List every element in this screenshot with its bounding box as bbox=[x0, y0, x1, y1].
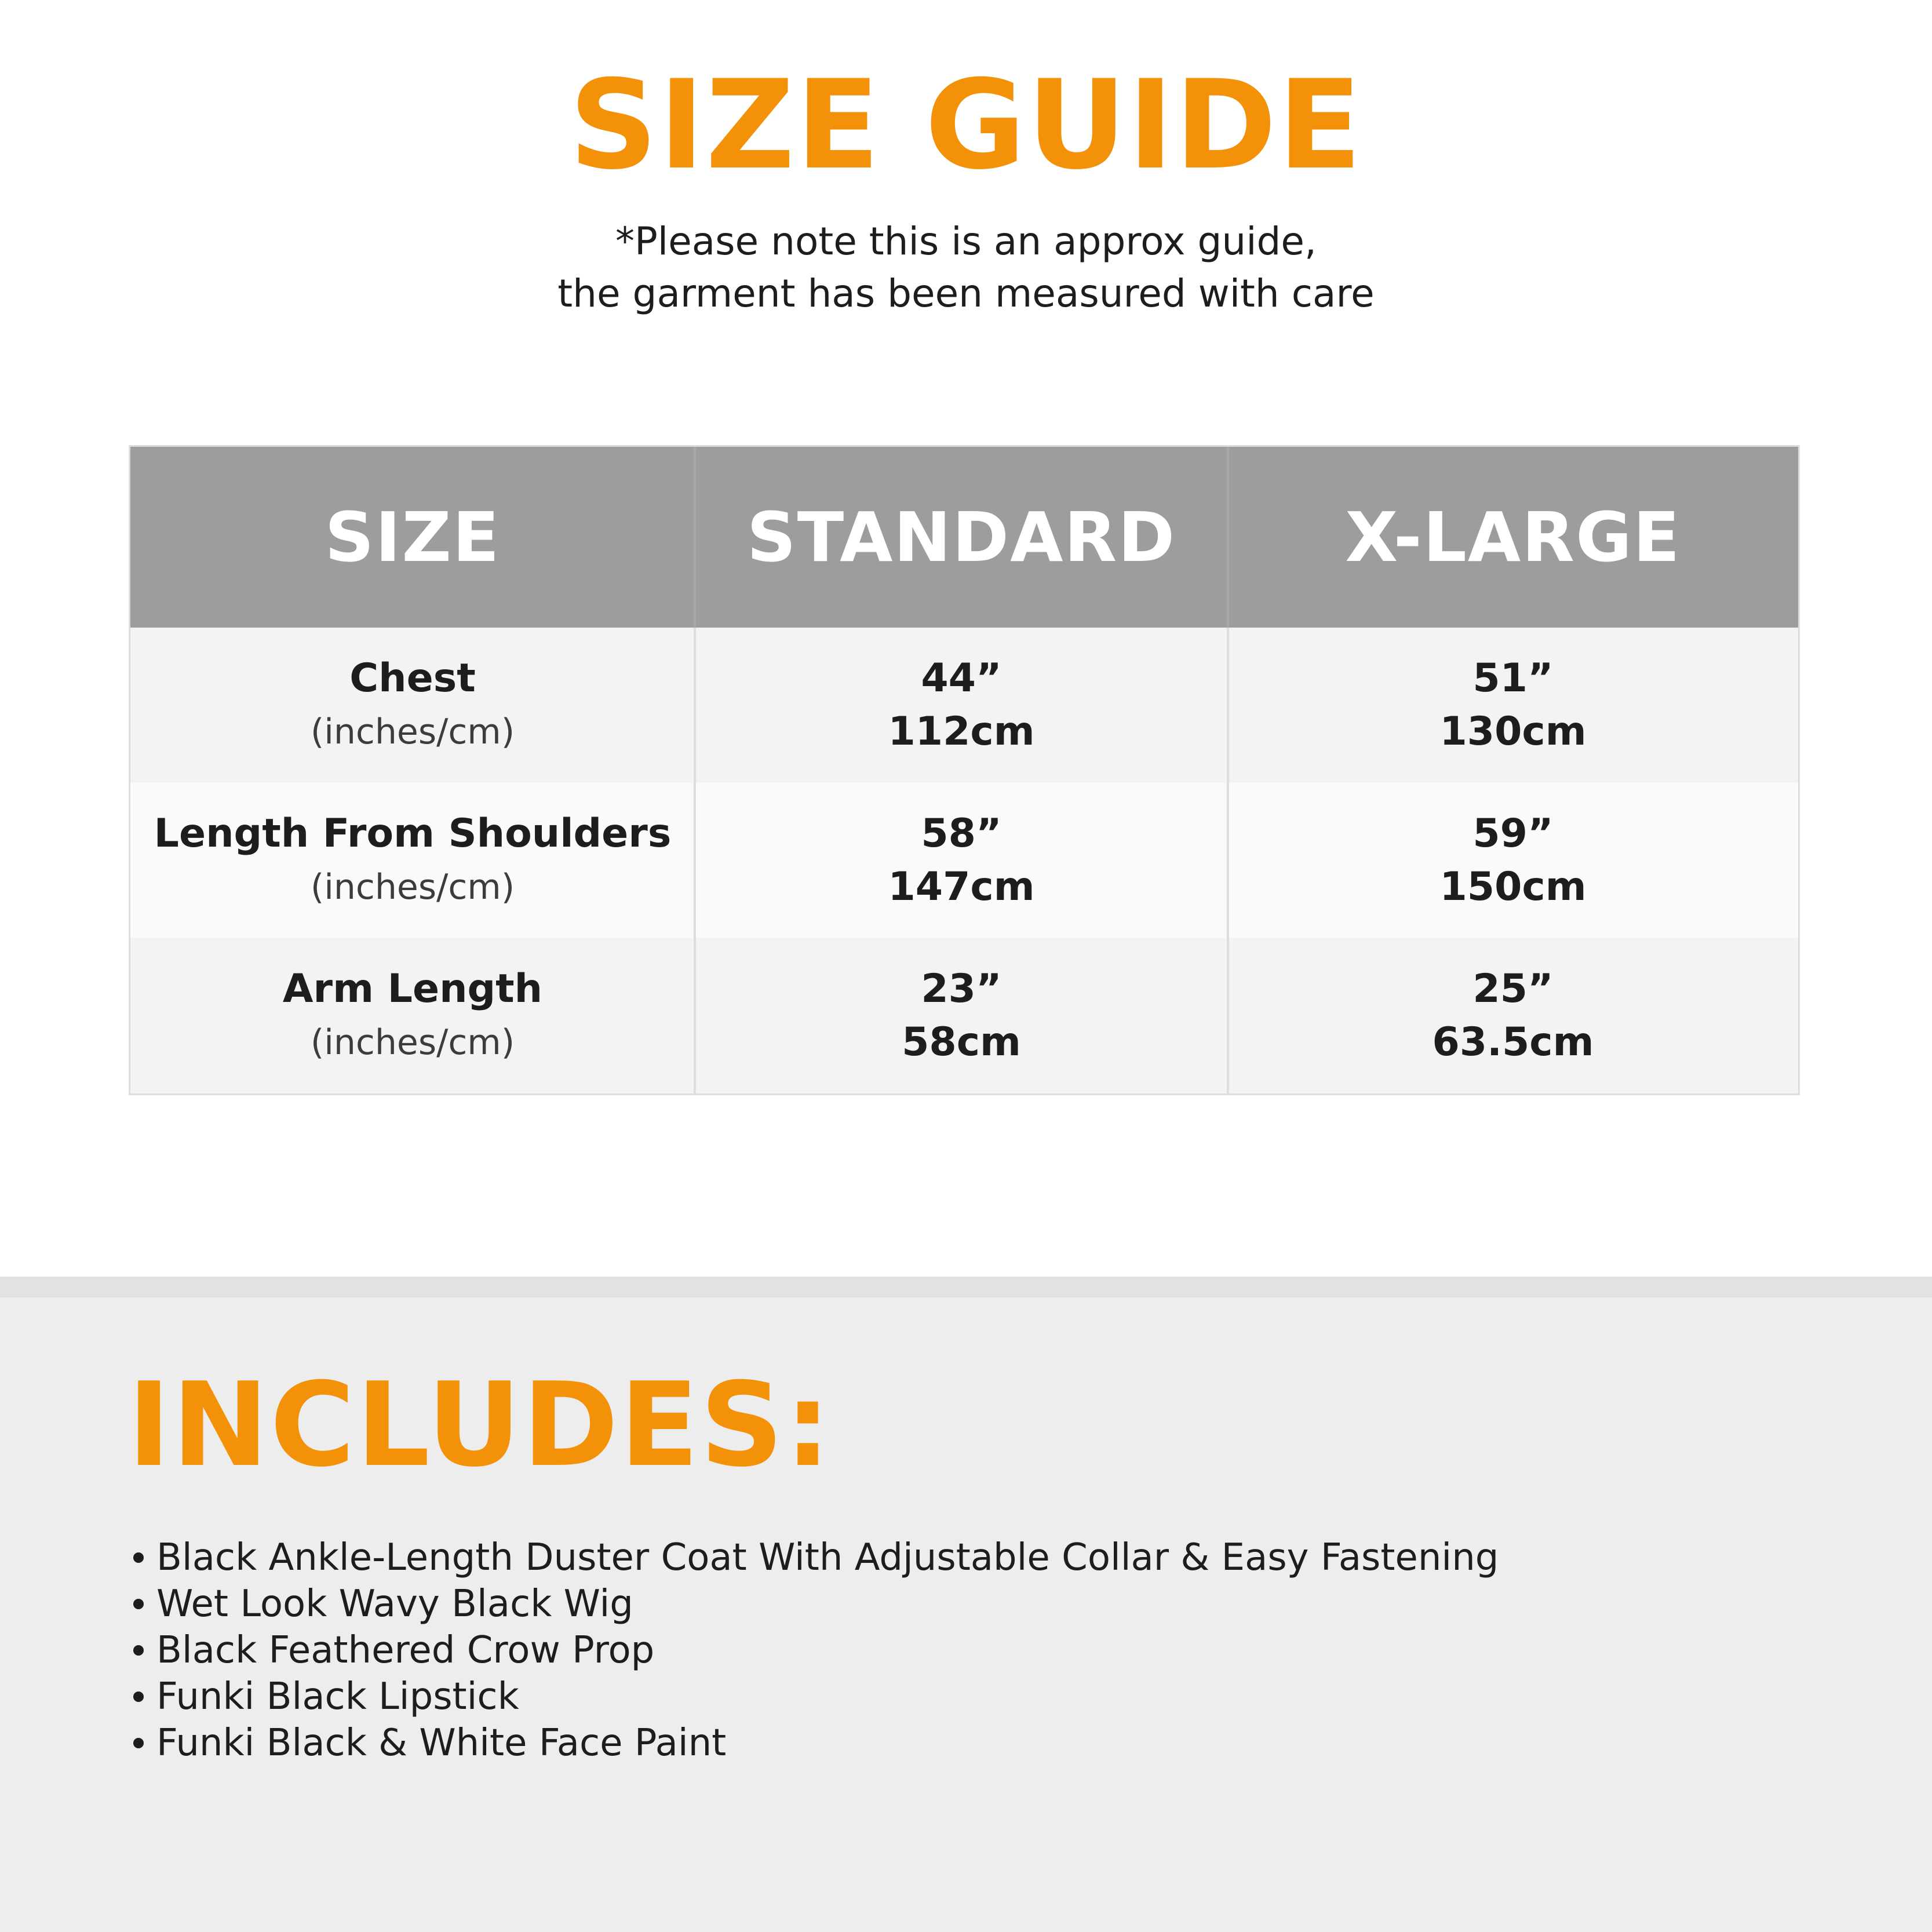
standard-inches: 44” bbox=[921, 655, 1002, 701]
standard-cm: 58cm bbox=[902, 1019, 1021, 1065]
row-label: Length From Shoulders bbox=[154, 811, 672, 856]
standard-inches: 23” bbox=[921, 966, 1002, 1012]
row-unit: (inches/cm) bbox=[310, 867, 515, 907]
table-row-length bbox=[130, 783, 1798, 938]
list-item-text: Black Ankle-Length Duster Coat With Adjustable Collar & Easy Fastening bbox=[156, 1536, 1499, 1579]
standard-cm: 147cm bbox=[888, 864, 1035, 910]
xlarge-value-cell bbox=[1228, 938, 1798, 1093]
row-unit: (inches/cm) bbox=[310, 712, 515, 752]
note-line-2: the garment has been measured with care bbox=[557, 271, 1375, 316]
bullet-icon bbox=[133, 1692, 144, 1702]
list-item-text: Funki Black & White Face Paint bbox=[156, 1722, 727, 1765]
xlarge-cm: 63.5cm bbox=[1432, 1019, 1594, 1065]
list-item bbox=[131, 1720, 1499, 1766]
xlarge-inches: 25” bbox=[1472, 966, 1554, 1012]
row-label-cell bbox=[130, 628, 695, 783]
list-item-text: Wet Look Wavy Black Wig bbox=[156, 1583, 633, 1625]
standard-value-cell bbox=[695, 628, 1228, 783]
list-item bbox=[131, 1581, 1499, 1627]
includes-title: INCLUDES: bbox=[127, 1358, 832, 1493]
xlarge-inches: 59” bbox=[1472, 811, 1554, 856]
size-guide-note bbox=[0, 216, 1932, 320]
note-line-1: *Please note this is an approx guide, bbox=[615, 219, 1317, 264]
list-item bbox=[131, 1627, 1499, 1674]
header-standard: STANDARD bbox=[746, 497, 1176, 577]
bullet-icon bbox=[133, 1738, 144, 1748]
header-xlarge: X-LARGE bbox=[1345, 497, 1681, 577]
row-label-cell bbox=[130, 938, 695, 1093]
size-table-header bbox=[130, 447, 1798, 628]
includes-list bbox=[131, 1534, 1499, 1766]
list-item bbox=[131, 1534, 1499, 1581]
row-label: Arm Length bbox=[282, 966, 543, 1012]
list-item bbox=[131, 1674, 1499, 1720]
row-unit: (inches/cm) bbox=[310, 1022, 515, 1063]
xlarge-inches: 51” bbox=[1472, 655, 1554, 701]
standard-cm: 112cm bbox=[888, 709, 1035, 754]
size-guide-title: SIZE GUIDE bbox=[569, 53, 1363, 196]
list-item-text: Black Feathered Crow Prop bbox=[156, 1629, 655, 1672]
xlarge-value-cell bbox=[1228, 783, 1798, 938]
standard-value-cell bbox=[695, 783, 1228, 938]
size-table bbox=[129, 445, 1800, 1095]
bullet-icon bbox=[133, 1599, 144, 1609]
xlarge-value-cell bbox=[1228, 628, 1798, 783]
row-label-cell bbox=[130, 783, 695, 938]
header-size: SIZE bbox=[325, 497, 501, 577]
table-row-chest bbox=[130, 628, 1798, 783]
bullet-icon bbox=[133, 1552, 144, 1563]
standard-inches: 58” bbox=[921, 811, 1002, 856]
xlarge-cm: 150cm bbox=[1439, 864, 1587, 910]
row-label: Chest bbox=[349, 655, 476, 701]
table-row-arm-length bbox=[130, 938, 1798, 1093]
xlarge-cm: 130cm bbox=[1439, 709, 1587, 754]
bullet-icon bbox=[133, 1645, 144, 1656]
list-item-text: Funki Black Lipstick bbox=[156, 1675, 519, 1718]
standard-value-cell bbox=[695, 938, 1228, 1093]
